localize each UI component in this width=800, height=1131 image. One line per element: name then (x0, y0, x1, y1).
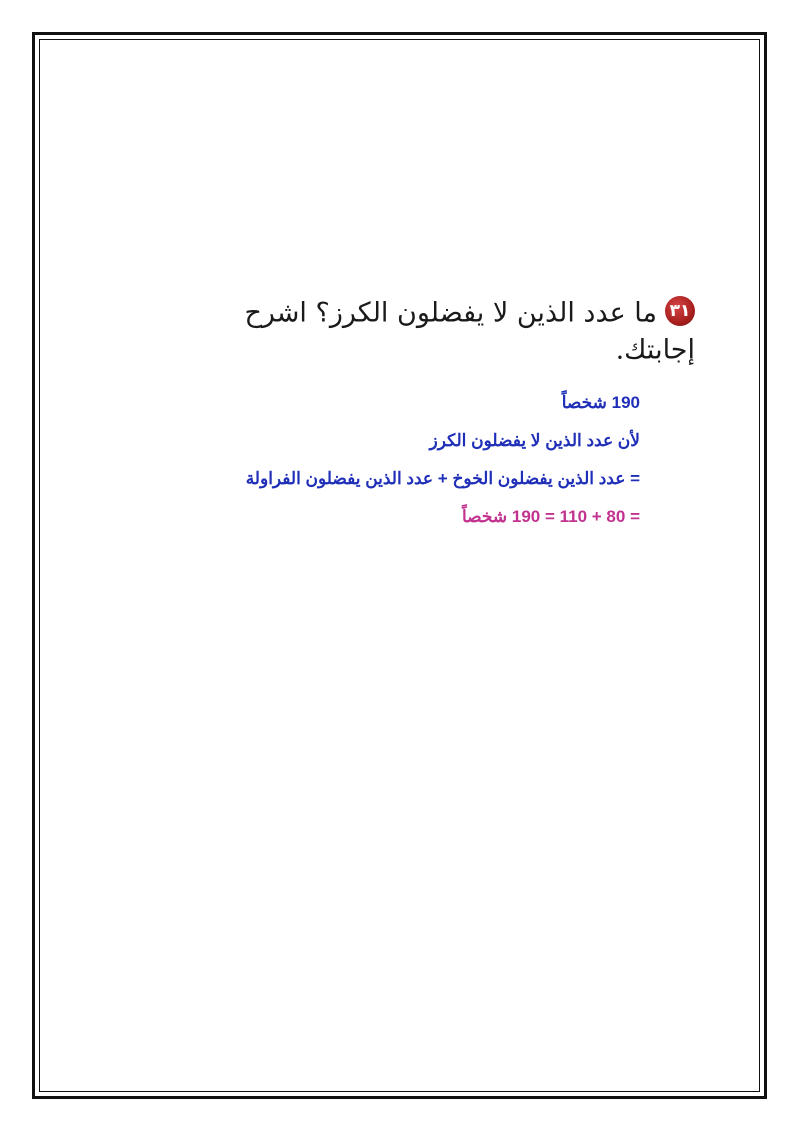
question (175, 295, 695, 368)
page-border (32, 32, 767, 1099)
page-border-inner (39, 39, 760, 1092)
answer-reason: لأن عدد الذين لا يفضلون الكرز (429, 431, 640, 450)
question-text: ما عدد الذين لا يفضلون الكرز؟ اشرح إجابتك. (244, 297, 695, 365)
answer-calculation: = 80 + 110 = 190 شخصاً (461, 507, 640, 526)
answer-equation: = عدد الذين يفضلون الخوخ + عدد الذين يفضلون الفراولة (245, 469, 640, 488)
question-number-badge: ٣١ (665, 296, 695, 326)
answer-block (180, 388, 640, 540)
answer-result: 190 شخصاً (561, 393, 640, 412)
